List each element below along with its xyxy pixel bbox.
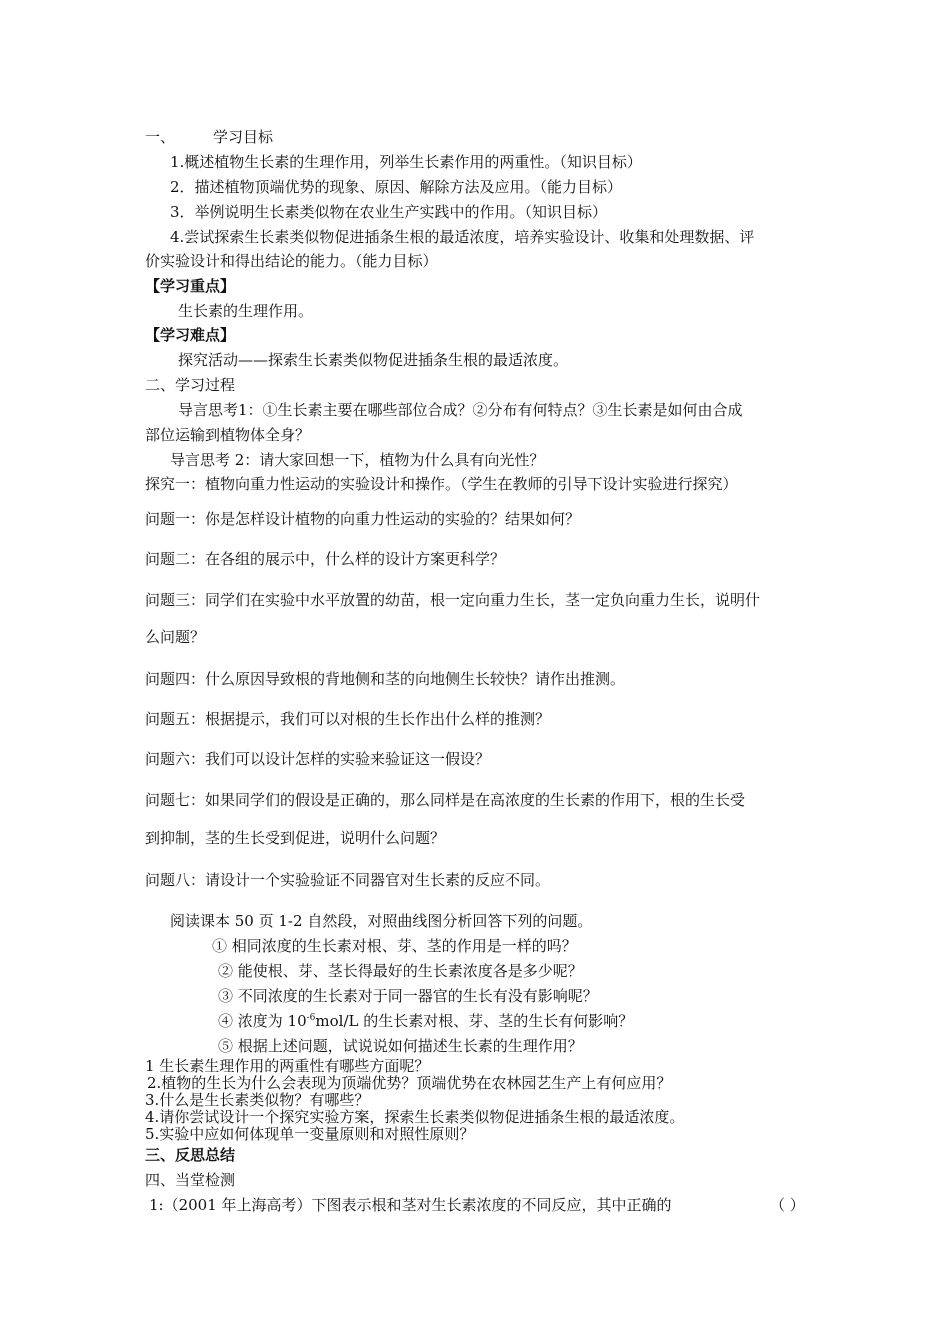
sub-question-4	[218, 1011, 633, 1031]
answer-blank: （ ）	[770, 1196, 805, 1214]
question-4: 问题四：什么原因导致根的背地侧和茎的向地侧生长较快？请作出推测。	[145, 670, 626, 688]
question-5: 问题五：根据提示，我们可以对根的生长作出什么样的推测？	[145, 710, 551, 728]
goal-item-4-cont: 价实验设计和得出结论的能力。（能力目标）	[145, 252, 438, 270]
section4-title: 四、当堂检测	[145, 1171, 236, 1189]
question-1: 问题一：你是怎样设计植物的向重力性运动的实验的？结果如何？	[145, 510, 581, 528]
sub-question-4-prefix: ④ 浓度为 10	[218, 1012, 307, 1030]
reading-instruction: 阅读课本 50 页 1-2 自然段，对照曲线图分析回答下列的问题。	[170, 912, 593, 930]
section1-number: 一、	[145, 128, 176, 146]
question-8: 问题八：请设计一个实验验证不同器官对生长素的反应不同。	[145, 871, 551, 889]
test-question-1: 1:（2001 年上海高考）下图表示根和茎对生长素浓度的不同反应，其中正确的	[149, 1196, 672, 1214]
sub-question-5: ⑤ 根据上述问题，试说说如何描述生长素的生理作用？	[218, 1037, 583, 1055]
question-6: 问题六：我们可以设计怎样的实验来验证这一假设？	[145, 750, 491, 768]
sub-question-1: ① 相同浓度的生长素对根、芽、茎的作用是一样的吗？	[212, 937, 577, 955]
question-7-cont: 到抑制，茎的生长受到促进，说明什么问题？	[145, 829, 446, 847]
difficult-point-heading: 【学习难点】	[145, 326, 236, 344]
difficult-point-text: 探究活动——探索生长素类似物促进插条生根的最适浓度。	[178, 351, 569, 369]
summary-question-1: 1 生长素生理作用的两重性有哪些方面呢？	[145, 1057, 430, 1075]
summary-question-4: 4.请你尝试设计一个探究实验方案，探索生长素类似物促进插条生根的最适浓度。	[145, 1108, 685, 1126]
sub-question-4-suffix: mol/L 的生长素对根、芽、茎的生长有何影响？	[315, 1012, 634, 1030]
question-3: 问题三：同学们在实验中水平放置的幼苗，根一定向重力生长，茎一定负向重力生长，说明什	[145, 591, 761, 609]
goal-item-4: 4.尝试探索生长素类似物促进插条生根的最适浓度，培养实验设计、收集和处理数据、评	[170, 228, 755, 246]
question-3-cont: 么问题？	[145, 628, 206, 646]
summary-question-2: 2.植物的生长为什么会表现为顶端优势？顶端优势在农林园艺生产上有何应用？	[147, 1074, 672, 1092]
section2-title: 二、学习过程	[145, 376, 236, 394]
exponent: -6	[306, 1013, 316, 1023]
intro-question-2: 导言思考 2：请大家回想一下，植物为什么具有向光性？	[170, 451, 545, 469]
sub-question-2: ② 能使根、芽、茎长得最好的生长素浓度各是多少呢？	[218, 962, 583, 980]
question-2: 问题二：在各组的展示中，什么样的设计方案更科学？	[145, 550, 506, 568]
key-point-heading: 【学习重点】	[145, 277, 236, 295]
question-7: 问题七：如果同学们的假设是正确的，那么同样是在高浓度的生长素的作用下，根的生长受	[145, 791, 746, 809]
summary-question-3: 3.什么是生长素类似物？有哪些？	[145, 1091, 370, 1109]
sub-question-3: ③ 不同浓度的生长素对于同一器官的生长有没有影响呢？	[218, 987, 598, 1005]
section3-title: 三、反思总结	[145, 1146, 236, 1164]
key-point-text: 生长素的生理作用。	[178, 302, 314, 320]
goal-item-2: 2．描述植物顶端优势的现象、原因、解除方法及应用。（能力目标）	[170, 178, 623, 196]
goal-item-3: 3．举例说明生长素类似物在农业生产实践中的作用。（知识目标）	[170, 203, 608, 221]
explore-1: 探究一：植物向重力性运动的实验设计和操作。（学生在教师的引导下设计实验进行探究）	[145, 475, 738, 493]
intro-question-1-cont: 部位运输到植物体全身？	[145, 426, 311, 444]
intro-question-1: 导言思考1：①生长素主要在哪些部位合成？②分布有何特点？③生长素是如何由合成	[178, 401, 743, 419]
goal-item-1: 1.概述植物生长素的生理作用，列举生长素作用的两重性。（知识目标）	[170, 153, 642, 171]
summary-question-5: 5.实验中应如何体现单一变量原则和对照性原则？	[145, 1125, 475, 1143]
section1-title: 学习目标	[213, 128, 274, 146]
